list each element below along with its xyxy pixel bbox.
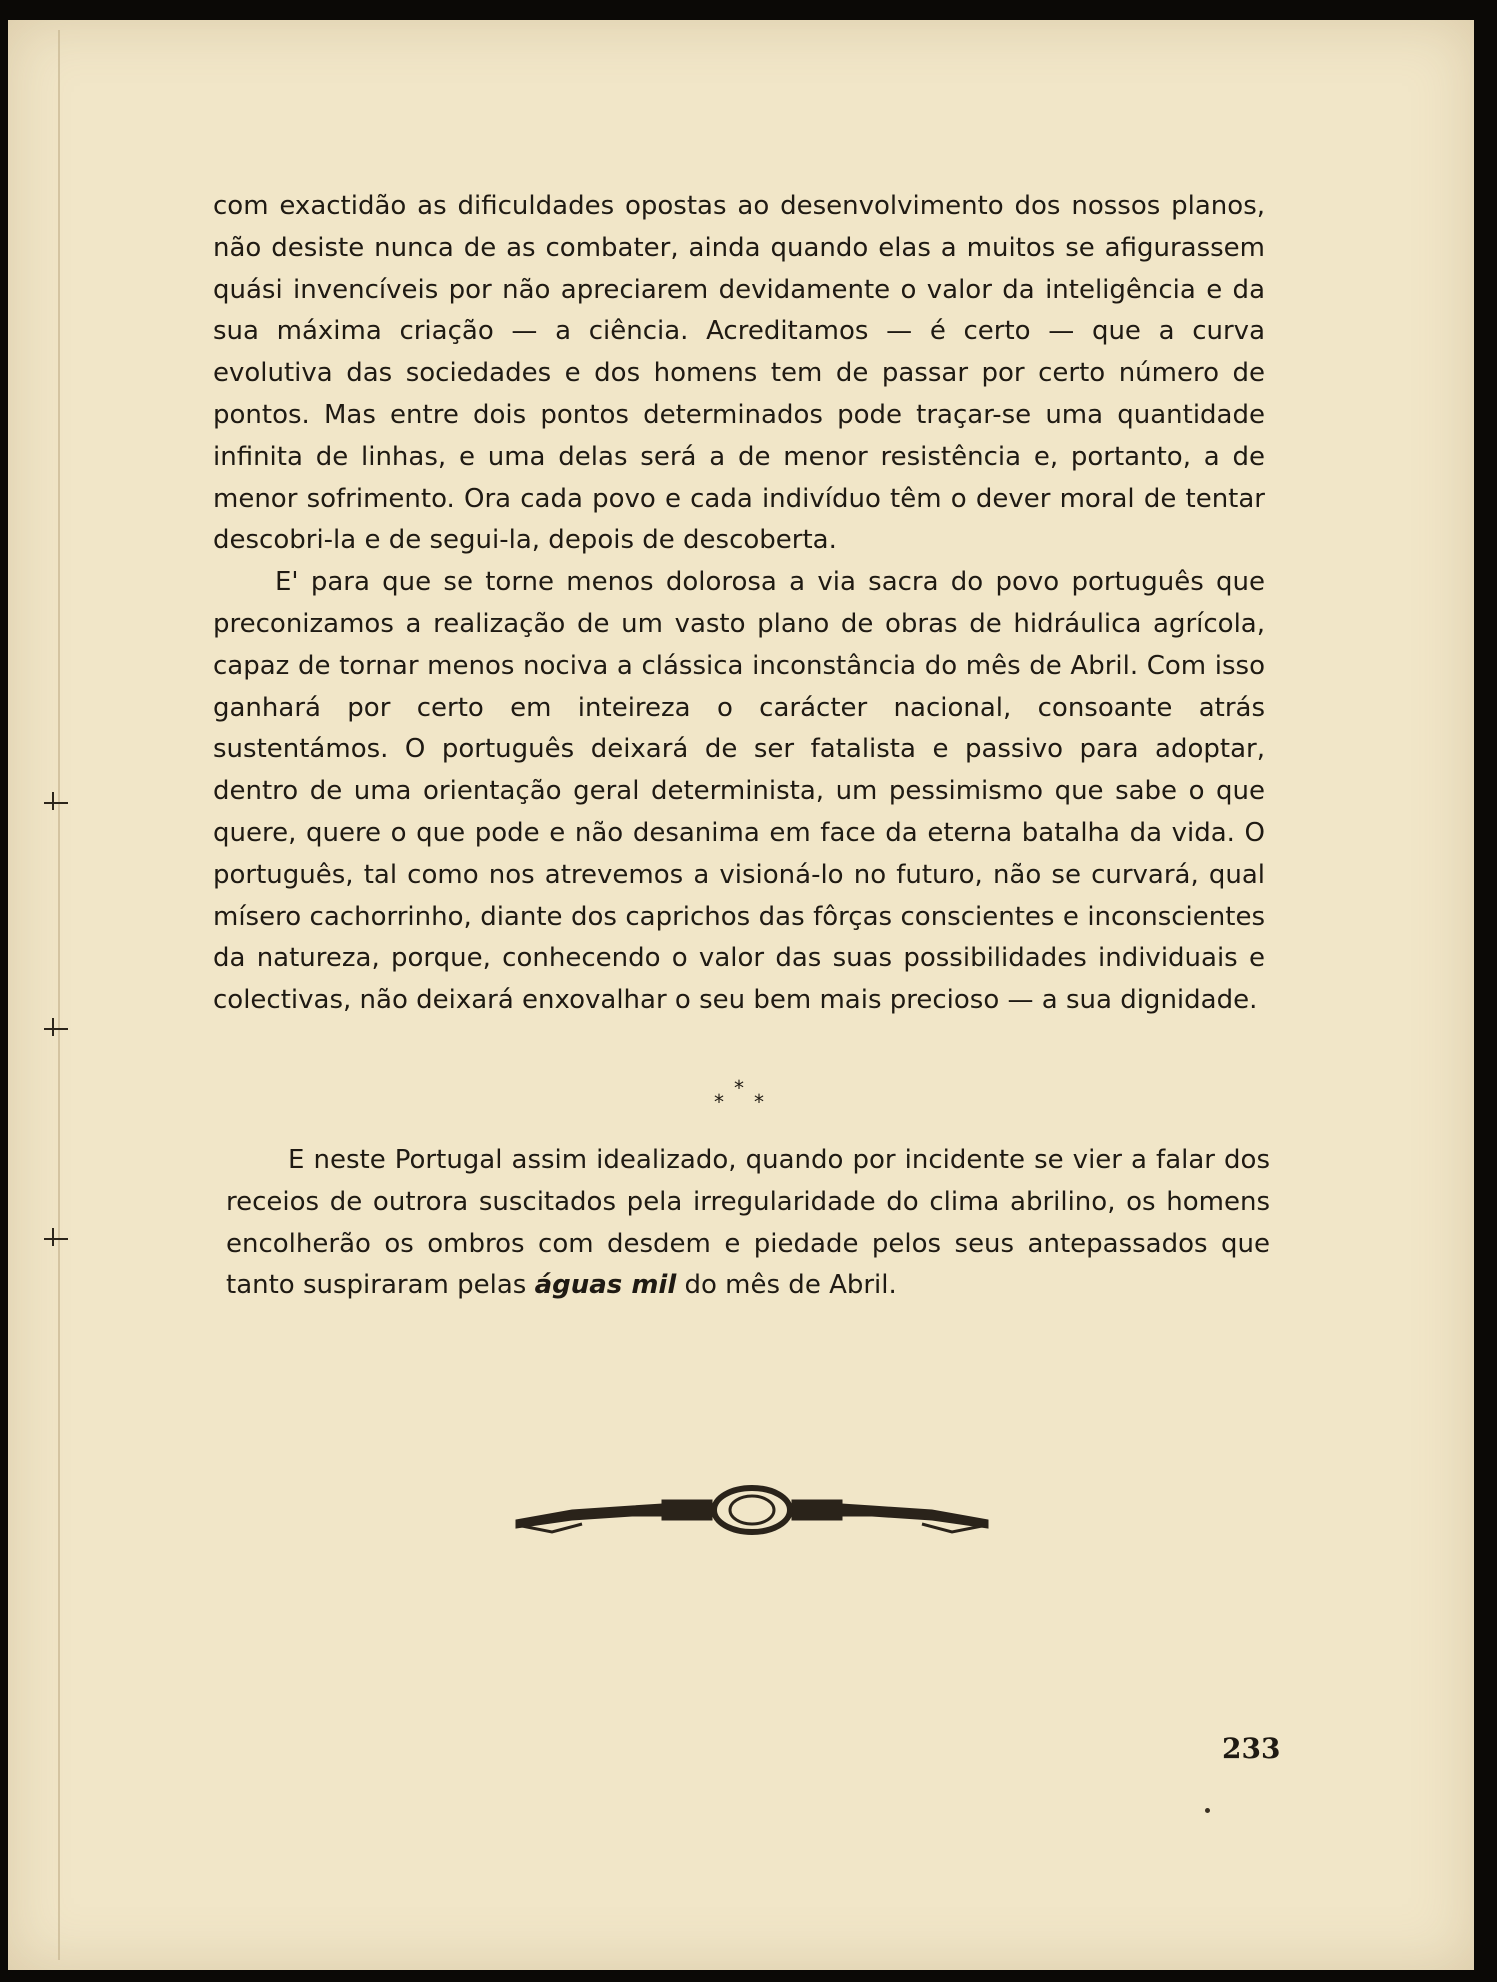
paragraph-2: E' para que se torne menos dolorosa a via sacra do povo português que preconizamos a realização de um vasto plano de obras de hidráulica agrícola, capaz de tornar menos nociva a clássica inconstância do mês de Abril. Com isso ganhará por certo em inteireza o carácter nacional, consoante atrás sustentámos. O português deixará de ser fatalista e passivo para adoptar, dentro de uma orientação geral determinista, um pessimismo que sabe o que quere, quere o que pode e não desanima em face da eterna batalha da vida. O português, tal como nos atrevemos a visioná-lo no futuro, não se curvará, qual mísero cachorrinho, diante dos caprichos das fôrças conscientes e inconscientes da natureza, porque, conhecendo o valor das suas possibilidades individuais e colectivas, não deixará enxovalhar o seu bem mais precioso — a sua dignidade. [213, 567, 1265, 1016]
margin-mark [44, 1238, 68, 1240]
paragraph-3-text: E neste Portugal assim idealizado, quando por incidente se vier a falar dos receios de outrora suscitados pela irregularidade do clima abrilino, os homens encolherão os ombros com desdem e piedade pelos seus antepassados que tanto suspiraram pelas [226, 1145, 1270, 1301]
paragraph-3-ending: do mês de Abril. [676, 1270, 897, 1301]
paragraph-3 [226, 1140, 1270, 1307]
margin-mark [52, 1228, 54, 1246]
emphasis-aguas-mil: águas mil [534, 1270, 677, 1301]
margin-mark [44, 1028, 68, 1030]
binding-edge [58, 30, 60, 1960]
margin-mark [44, 802, 68, 804]
asterisk: * [754, 1090, 764, 1114]
page-number: 233 [1222, 1732, 1281, 1765]
ornament-divider-icon [512, 1480, 992, 1540]
margin-mark [52, 792, 54, 810]
final-paragraph-block [226, 1140, 1270, 1307]
asterisk: * [734, 1076, 744, 1100]
body-text [213, 186, 1265, 1022]
asterisk: * [714, 1090, 724, 1114]
ink-speck [1205, 1808, 1210, 1813]
paragraph-1: com exactidão as dificuldades opostas ao desenvolvimento dos nossos planos, não desiste nunca de as combater, ainda quando elas a muitos se afigurassem quási invencíveis por não apreciarem devidamente o valor da inteligência e da sua máxima criação — a ciência. Acreditamos — é certo — que a curva evolutiva das sociedades e dos homens tem de passar por certo número de pontos. Mas entre dois pontos determinados pode traçar-se uma quantidade infinita de linhas, e uma delas será a de menor resistência e, portanto, a de menor sofrimento. Ora cada povo e cada indivíduo têm o dever moral de tentar descobri-la e de segui-la, depois de descoberta. [213, 191, 1265, 556]
margin-mark [52, 1018, 54, 1036]
asterism-divider [700, 1076, 780, 1116]
